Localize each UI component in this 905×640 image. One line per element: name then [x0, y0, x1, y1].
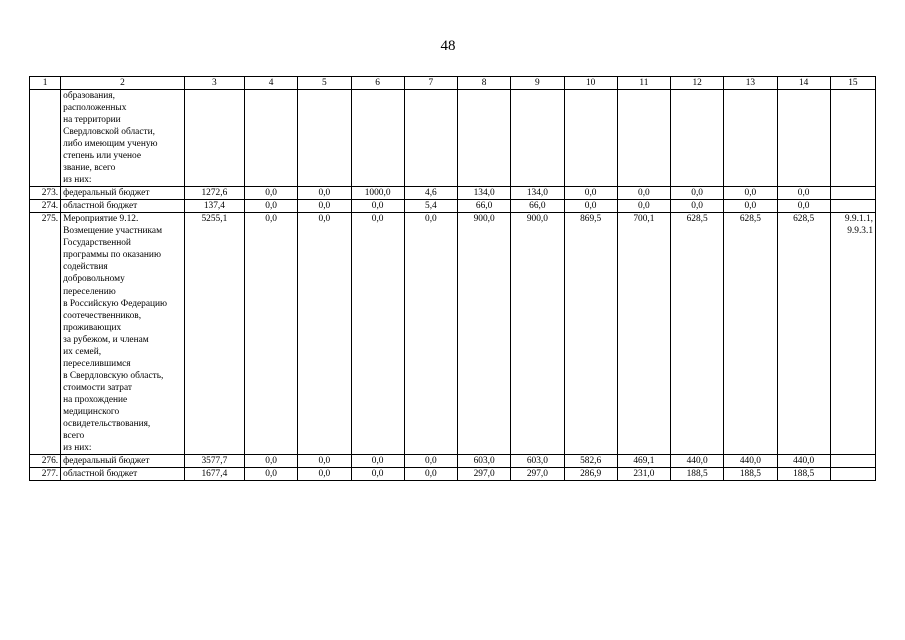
- description-line: областной бюджет: [63, 201, 138, 212]
- description-line: Свердловской области,: [63, 127, 155, 138]
- description-line: содействия: [63, 262, 108, 273]
- value-cell: 188,5: [724, 467, 777, 480]
- column-header: 10: [564, 77, 617, 90]
- header-row: [30, 77, 876, 90]
- table-row: [30, 213, 876, 455]
- target-indicator-cell: [830, 213, 875, 455]
- row-description: [61, 200, 185, 213]
- value-cell: 0,0: [724, 200, 777, 213]
- column-header: 8: [458, 77, 511, 90]
- value-cell: 0,0: [404, 467, 457, 480]
- value-cell: 440,0: [724, 454, 777, 467]
- row-description: [61, 90, 185, 187]
- value-cell: 469,1: [617, 454, 670, 467]
- value-cell: 286,9: [564, 467, 617, 480]
- value-cell: 0,0: [298, 187, 351, 200]
- value-cell: 0,0: [298, 200, 351, 213]
- row-number: 273.: [30, 187, 61, 200]
- description-line: за рубежом, и членам: [63, 334, 149, 345]
- value-cell: [777, 90, 830, 187]
- row-description: [61, 467, 185, 480]
- target-indicator-cell: [830, 454, 875, 467]
- value-cell: 0,0: [298, 454, 351, 467]
- value-cell: 66,0: [511, 200, 564, 213]
- value-cell: 0,0: [245, 200, 298, 213]
- description-line: в Российскую Федерацию: [63, 298, 168, 309]
- value-cell: 603,0: [458, 454, 511, 467]
- target-indicator-line: 9.9.1.1,: [844, 214, 873, 225]
- value-cell: 582,6: [564, 454, 617, 467]
- description-line: Государственной: [63, 238, 131, 249]
- value-cell: 628,5: [777, 213, 830, 455]
- value-cell: [404, 90, 457, 187]
- description-line: образования,: [63, 91, 115, 101]
- value-cell: 1000,0: [351, 187, 404, 200]
- description-line: федеральный бюджет: [63, 455, 150, 466]
- value-cell: 0,0: [404, 454, 457, 467]
- value-cell: [458, 90, 511, 187]
- value-cell: 628,5: [724, 213, 777, 455]
- value-cell: 4,6: [404, 187, 457, 200]
- description-line: освидетельствования,: [63, 418, 151, 429]
- column-header: 6: [351, 77, 404, 90]
- target-indicator-cell: [830, 187, 875, 200]
- value-cell: 231,0: [617, 467, 670, 480]
- value-cell: 0,0: [351, 467, 404, 480]
- value-cell: 0,0: [777, 200, 830, 213]
- column-header: 1: [30, 77, 61, 90]
- column-header: 14: [777, 77, 830, 90]
- value-cell: 134,0: [458, 187, 511, 200]
- row-description: [61, 213, 185, 455]
- description-line: стоимости затрат: [63, 382, 132, 393]
- value-cell: [564, 90, 617, 187]
- row-number: 274.: [30, 200, 61, 213]
- table-row: [30, 90, 876, 187]
- column-header: 9: [511, 77, 564, 90]
- description-line: степень или ученое: [63, 151, 141, 162]
- value-cell: [351, 90, 404, 187]
- target-indicator-cell: [830, 90, 875, 187]
- value-cell: 869,5: [564, 213, 617, 455]
- description-line: из них:: [63, 442, 92, 453]
- description-line: добровольному: [63, 274, 125, 285]
- value-cell: 297,0: [458, 467, 511, 480]
- table-row: [30, 454, 876, 467]
- description-line: областной бюджет: [63, 468, 138, 479]
- value-cell: 900,0: [458, 213, 511, 455]
- value-cell: 0,0: [351, 200, 404, 213]
- value-cell: [617, 90, 670, 187]
- value-cell: 628,5: [671, 213, 724, 455]
- table-row: [30, 467, 876, 480]
- value-cell: 0,0: [564, 187, 617, 200]
- table-row: [30, 200, 876, 213]
- budget-table: [29, 76, 876, 481]
- value-cell: 1677,4: [184, 467, 244, 480]
- description-line: проживающих: [63, 322, 122, 333]
- value-cell: 0,0: [777, 187, 830, 200]
- value-cell: 137,4: [184, 200, 244, 213]
- description-line: переселению: [63, 286, 116, 297]
- description-line: либо имеющим ученую: [63, 139, 158, 150]
- value-cell: 3577,7: [184, 454, 244, 467]
- row-description: [61, 454, 185, 467]
- target-indicator-line: 9.9.3.1: [847, 226, 873, 237]
- value-cell: [245, 90, 298, 187]
- value-cell: 0,0: [245, 213, 298, 455]
- description-line: их семей,: [63, 346, 102, 357]
- target-indicator-cell: [830, 200, 875, 213]
- value-cell: 440,0: [777, 454, 830, 467]
- value-cell: 0,0: [724, 187, 777, 200]
- table-row: [30, 187, 876, 200]
- value-cell: [511, 90, 564, 187]
- row-number: 277.: [30, 467, 61, 480]
- description-line: из них:: [63, 175, 92, 186]
- value-cell: 0,0: [617, 200, 670, 213]
- value-cell: 440,0: [671, 454, 724, 467]
- description-line: Возмещение участникам: [63, 226, 163, 237]
- value-cell: 188,5: [671, 467, 724, 480]
- value-cell: 603,0: [511, 454, 564, 467]
- column-header: 4: [245, 77, 298, 90]
- value-cell: 0,0: [245, 467, 298, 480]
- value-cell: 0,0: [404, 213, 457, 455]
- value-cell: 900,0: [511, 213, 564, 455]
- value-cell: 0,0: [564, 200, 617, 213]
- value-cell: 0,0: [351, 454, 404, 467]
- row-description: [61, 187, 185, 200]
- value-cell: 700,1: [617, 213, 670, 455]
- row-number: 275.: [30, 213, 61, 455]
- target-indicator-cell: [830, 467, 875, 480]
- value-cell: [671, 90, 724, 187]
- description-line: на территории: [63, 115, 121, 126]
- value-cell: 0,0: [671, 187, 724, 200]
- row-number: [30, 90, 61, 187]
- column-header: 11: [617, 77, 670, 90]
- value-cell: 0,0: [245, 454, 298, 467]
- value-cell: 5,4: [404, 200, 457, 213]
- value-cell: 66,0: [458, 200, 511, 213]
- column-header: 2: [61, 77, 185, 90]
- value-cell: 0,0: [617, 187, 670, 200]
- page-number: 48: [440, 38, 456, 54]
- value-cell: [724, 90, 777, 187]
- row-number: 276.: [30, 454, 61, 467]
- column-header: 12: [671, 77, 724, 90]
- description-line: в Свердловскую область,: [63, 370, 164, 381]
- value-cell: 188,5: [777, 467, 830, 480]
- column-header: 5: [298, 77, 351, 90]
- description-line: Мероприятие 9.12.: [63, 214, 139, 225]
- description-line: федеральный бюджет: [63, 188, 150, 199]
- column-header: 3: [184, 77, 244, 90]
- description-line: звание, всего: [63, 163, 116, 174]
- description-line: медицинского: [63, 406, 120, 417]
- column-header: 15: [830, 77, 875, 90]
- description-line: всего: [63, 430, 85, 441]
- table-body: [30, 77, 876, 481]
- value-cell: 0,0: [245, 187, 298, 200]
- description-line: соотечественников,: [63, 310, 142, 321]
- description-line: переселившимся: [63, 358, 131, 369]
- description-line: расположенных: [63, 103, 127, 114]
- column-header: 13: [724, 77, 777, 90]
- value-cell: 297,0: [511, 467, 564, 480]
- value-cell: 5255,1: [184, 213, 244, 455]
- value-cell: [184, 90, 244, 187]
- value-cell: 0,0: [671, 200, 724, 213]
- value-cell: 0,0: [298, 213, 351, 455]
- value-cell: 1272,6: [184, 187, 244, 200]
- value-cell: [298, 90, 351, 187]
- description-line: программы по оказанию: [63, 250, 161, 261]
- description-line: на прохождение: [63, 394, 128, 405]
- column-header: 7: [404, 77, 457, 90]
- value-cell: 0,0: [298, 467, 351, 480]
- value-cell: 134,0: [511, 187, 564, 200]
- value-cell: 0,0: [351, 213, 404, 455]
